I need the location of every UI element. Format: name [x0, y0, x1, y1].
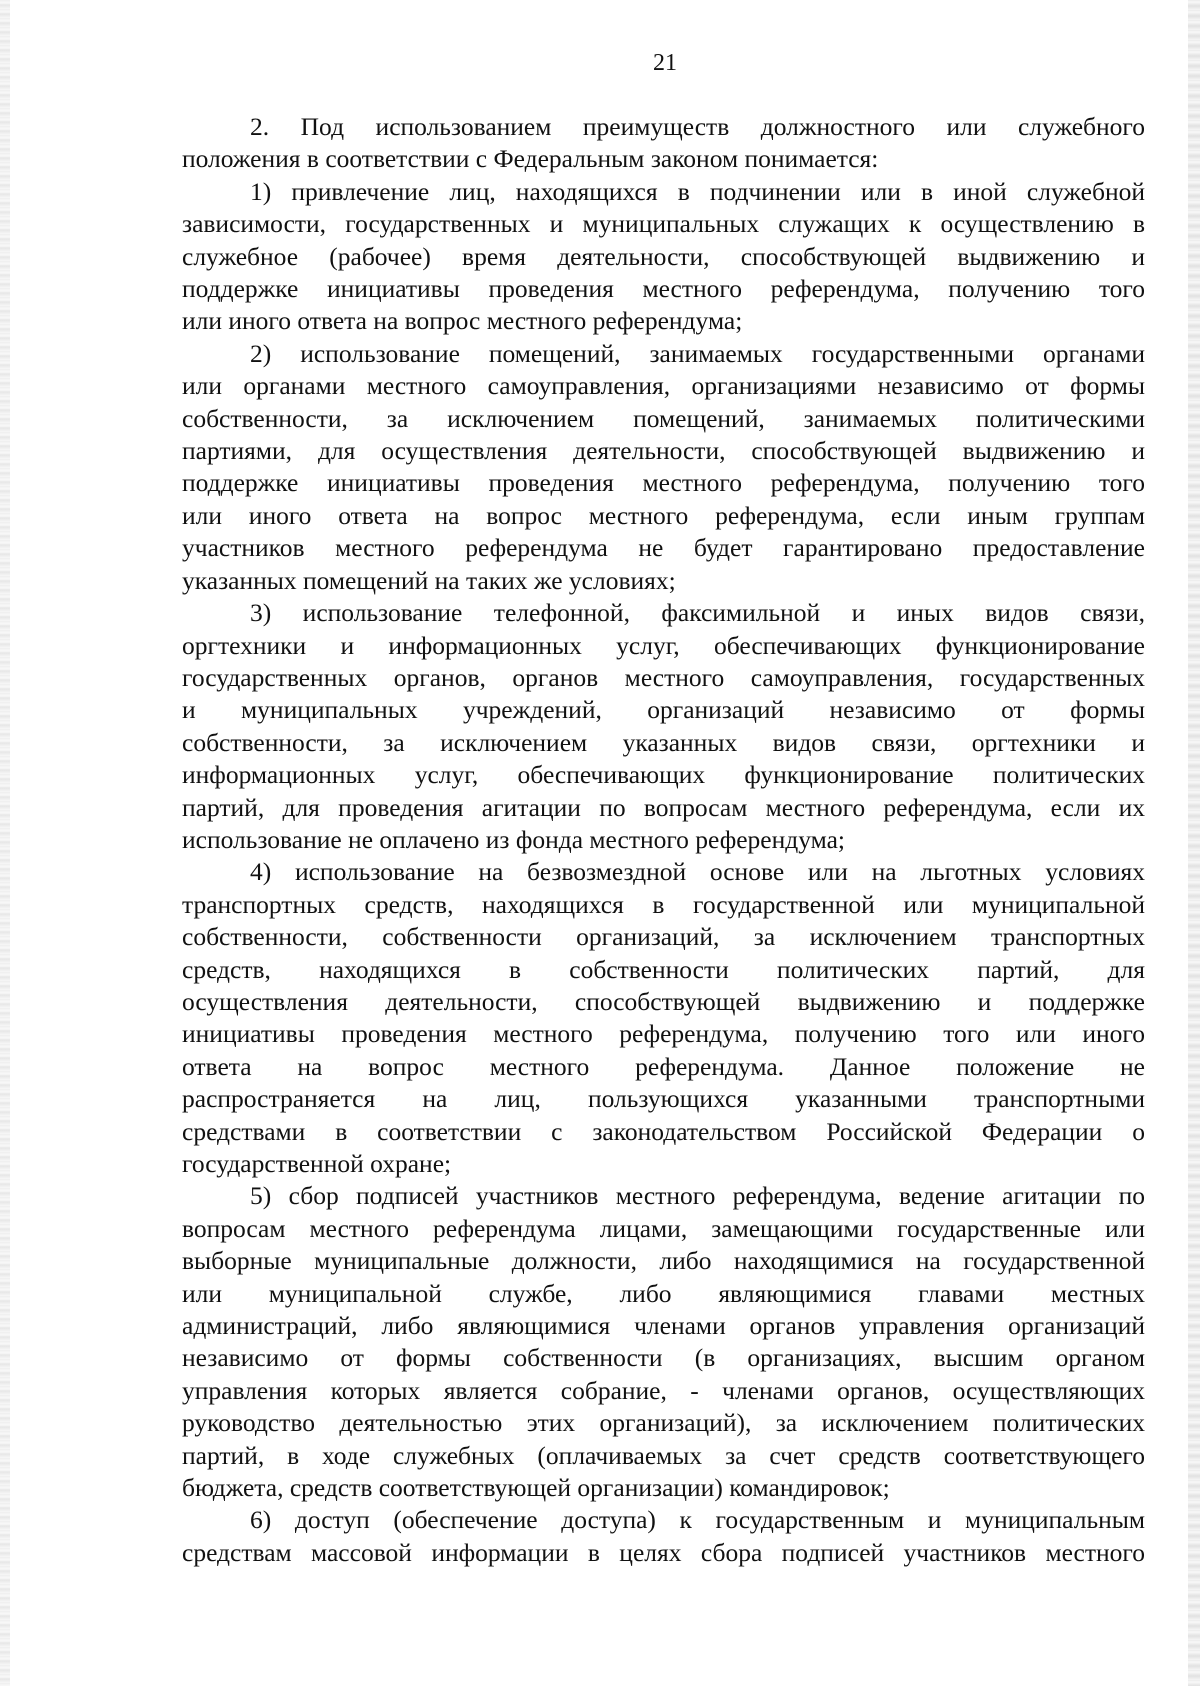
text-line: или муниципальной службе, либо являющимися главами местных — [182, 1278, 1145, 1308]
paragraph — [182, 1504, 1145, 1569]
document-body — [182, 111, 1145, 1569]
text-line: инициативы проведения местного референдума, получению того или иного — [182, 1019, 1145, 1049]
text-line: транспортных средств, находящихся в государственной или муниципальной — [182, 889, 1145, 919]
text-line: средствам массовой информации в целях сбора подписей участников местного — [182, 1537, 1145, 1567]
text-line: 1) привлечение лиц, находящихся в подчинении или в иной служебной — [250, 176, 1145, 206]
text-line: указанных помещений на таких же условиях; — [182, 565, 676, 595]
text-line: зависимости, государственных и муниципальных служащих к осуществлению в — [182, 209, 1145, 239]
text-line: средствами в соответствии с законодательством Российской Федерации о — [182, 1116, 1145, 1146]
scan-edge-left — [0, 0, 10, 1686]
text-line: администраций, либо являющимися членами органов управления организаций — [182, 1311, 1145, 1341]
text-line: 5) сбор подписей участников местного референдума, ведение агитации по — [250, 1181, 1145, 1211]
text-line: использование не оплачено из фонда местного референдума; — [182, 824, 845, 854]
text-line: партиями, для осуществления деятельности, способствующей выдвижению и — [182, 436, 1145, 466]
text-line: собственности, за исключением помещений, занимаемых политическими — [182, 403, 1145, 433]
text-line: поддержке инициативы проведения местного референдума, получению того — [182, 274, 1145, 304]
text-line: и муниципальных учреждений, организаций независимо от формы — [182, 695, 1145, 725]
text-line: или органами местного самоуправления, организациями независимо от формы — [182, 371, 1145, 401]
text-line: участников местного референдума не будет гарантировано предоставление — [182, 533, 1145, 563]
text-line: распространяется на лиц, пользующихся указанными транспортными — [182, 1084, 1145, 1114]
text-line: ответа на вопрос местного референдума. Данное положение не — [182, 1051, 1145, 1081]
text-line: государственной охране; — [182, 1149, 452, 1178]
text-line: 2. Под использованием преимуществ должностного или служебного — [250, 112, 1145, 141]
text-line: партий, в ходе служебных (оплачиваемых за счет средств соответствующего — [182, 1440, 1145, 1470]
text-line: 3) использование телефонной, факсимильной и иных видов связи, — [250, 598, 1145, 628]
text-line: государственных органов, органов местного самоуправления, государственных — [182, 662, 1145, 692]
text-line: служебное (рабочее) время деятельности, способствующей выдвижению и — [182, 241, 1145, 271]
paragraph — [182, 856, 1145, 1180]
text-line: независимо от формы собственности (в организациях, высшим органом — [182, 1343, 1145, 1373]
text-line: управления которых является собрание, - членами органов, осуществляющих — [182, 1375, 1145, 1405]
text-line: поддержке инициативы проведения местного референдума, получению того — [182, 468, 1145, 498]
text-line: осуществления деятельности, способствующей выдвижению и поддержке — [182, 986, 1145, 1016]
text-line: руководство деятельностью этих организаций), за исключением политических — [182, 1408, 1145, 1438]
text-line: собственности, собственности организаций, за исключением транспортных — [182, 922, 1145, 952]
text-line: вопросам местного референдума лицами, замещающими государственные или — [182, 1213, 1145, 1243]
text-line: информационных услуг, обеспечивающих функционирование политических — [182, 760, 1145, 790]
scan-edge-right — [1188, 0, 1200, 1686]
text-line: партий, для проведения агитации по вопросам местного референдума, если их — [182, 792, 1145, 822]
text-line: собственности, за исключением указанных видов связи, оргтехники и — [182, 727, 1145, 757]
paragraph — [182, 597, 1145, 856]
text-line: 4) использование на безвозмездной основе или на льготных условиях — [250, 857, 1145, 887]
text-line: оргтехники и информационных услуг, обеспечивающих функционирование — [182, 630, 1145, 660]
text-line: положения в соответствии с Федеральным законом понимается: — [182, 144, 879, 174]
text-line: выборные муниципальные должности, либо находящимися на государственной — [182, 1246, 1145, 1276]
paragraph — [182, 111, 1145, 176]
text-line: 6) доступ (обеспечение доступа) к государственным и муниципальным — [250, 1505, 1145, 1535]
text-line: 2) использование помещений, занимаемых государственными органами — [250, 338, 1145, 368]
page-number: 21 — [653, 50, 677, 76]
text-line: бюджета, средств соответствующей организации) командировок; — [182, 1473, 890, 1503]
text-line: или иного ответа на вопрос местного референдума, если иным группам — [182, 500, 1145, 530]
paragraph — [182, 338, 1145, 597]
text-line: или иного ответа на вопрос местного референдума; — [182, 306, 743, 336]
text-line: средств, находящихся в собственности политических партий, для — [182, 954, 1145, 984]
paragraph — [182, 176, 1145, 338]
paragraph — [182, 1180, 1145, 1504]
